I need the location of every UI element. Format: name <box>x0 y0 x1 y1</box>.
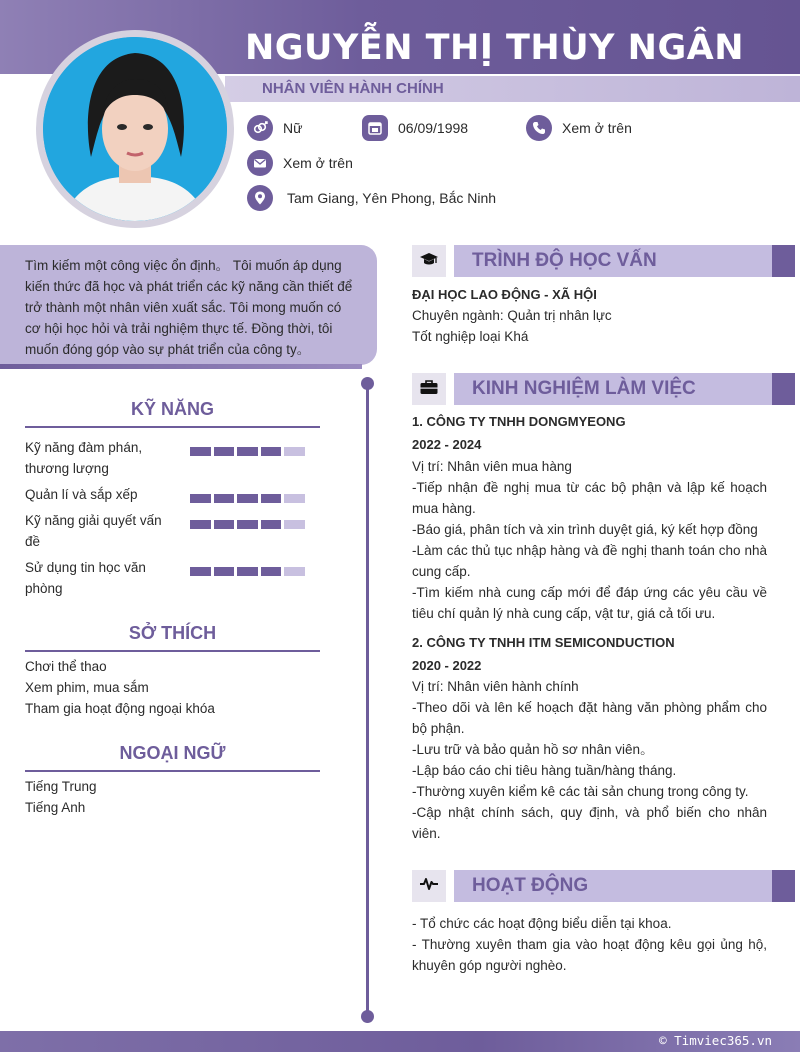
job-company: 2. CÔNG TY TNHH ITM SEMICONDUCTION <box>412 635 675 650</box>
experience-section-header <box>412 373 795 405</box>
portrait-photo <box>43 37 227 221</box>
school-name: ĐẠI HỌC LAO ĐỘNG - XÃ HỘI <box>412 287 597 302</box>
skill-level-segment <box>261 520 282 529</box>
mail-icon <box>247 150 273 176</box>
skill-level-segment <box>237 447 258 456</box>
skill-name: Sử dụng tin học văn phòng <box>25 560 146 596</box>
skill-level-bar <box>190 520 305 529</box>
job-duty: -Theo dõi và lên kế hoạch đặt hàng văn phòng phẩm cho bộ phận. <box>412 700 767 736</box>
hobby-item: Xem phim, mua sắm <box>25 680 149 695</box>
heartbeat-icon <box>419 876 439 897</box>
job-company: 1. CÔNG TY TNHH DONGMYEONG <box>412 414 626 429</box>
skill-level-segment <box>237 494 258 503</box>
hobbies-heading: SỞ THÍCH <box>25 623 320 652</box>
experience-heading: KINH NGHIỆM LÀM VIỆC <box>454 373 772 405</box>
skill-level-bar <box>190 567 305 576</box>
timeline-dot-top <box>361 377 374 390</box>
skill-level-segment <box>237 520 258 529</box>
skill-level-segment <box>261 567 282 576</box>
skill-level-segment <box>214 520 235 529</box>
objective-text: Tìm kiếm một công việc ổn định。 Tôi muốn áp dụng kiến thức đã học và phát triển các kỹ năng cần thiết để trở thành một nhân viên xuất sắc. Tôi mong muốn có cơ hội học hỏi và trải nghiệm thực tế. Đồng thời, tôi muốn đóng góp vào sự phát triển của công ty。 <box>25 258 353 357</box>
objective-underline <box>0 364 362 369</box>
activity-item: - Thường xuyên tham gia vào hoạt động kêu gọi ủng hộ, khuyên góp người nghèo. <box>412 937 767 973</box>
skill-level-segment <box>284 494 305 503</box>
phone-icon <box>526 115 552 141</box>
skill-level-segment <box>284 567 305 576</box>
job-period: 2020 - 2022 <box>412 658 482 673</box>
skill-level-segment <box>190 447 211 456</box>
skill-level-segment <box>261 494 282 503</box>
skill-level-segment <box>237 567 258 576</box>
language-item: Tiếng Anh <box>25 800 86 815</box>
birthday-info <box>362 115 468 141</box>
activities-heading: HOẠT ĐỘNG <box>454 870 772 902</box>
address-info <box>247 185 496 211</box>
skill-name: Kỹ năng đàm phán, thương lượng <box>25 440 143 476</box>
skill-level-segment <box>284 520 305 529</box>
languages-heading: NGOẠI NGỮ <box>25 743 320 772</box>
gender-icon <box>247 115 273 141</box>
skill-level-bar <box>190 447 305 456</box>
activity-item: - Tổ chức các hoạt động biểu diễn tại khoa. <box>412 916 672 931</box>
hobby-item: Chơi thể thao <box>25 659 107 674</box>
job-duty: -Tìm kiếm nhà cung cấp mới để đáp ứng các yêu cầu về tiêu chí quản lý nhà cung cấp, vật tư, giá cả tối ưu. <box>412 585 767 621</box>
education-major: Chuyên ngành: Quản trị nhân lực <box>412 308 612 323</box>
skill-level-segment <box>261 447 282 456</box>
education-heading: TRÌNH ĐỘ HỌC VẤN <box>454 245 772 277</box>
job-title: NHÂN VIÊN HÀNH CHÍNH <box>262 80 444 97</box>
skills-heading: KỸ NĂNG <box>25 399 320 428</box>
job-duty: -Làm các thủ tục nhập hàng và đề nghị thanh toán cho nhà cung cấp. <box>412 543 767 579</box>
skill-level-segment <box>284 447 305 456</box>
email-value: Xem ở trên <box>283 155 353 171</box>
job-position: Vị trí: Nhân viên hành chính <box>412 679 579 694</box>
gender-value: Nữ <box>283 120 303 136</box>
skill-level-bar <box>190 494 305 503</box>
job-duty: -Báo giá, phân tích và xin trình duyệt giá, ký kết hợp đồng <box>412 522 758 537</box>
skill-level-segment <box>190 567 211 576</box>
avatar <box>43 37 227 221</box>
birthday-value: 06/09/1998 <box>398 120 469 136</box>
timeline-line <box>366 383 369 1017</box>
job-duty: -Lập báo cáo chi tiêu hàng tuần/hàng tháng. <box>412 763 677 778</box>
skill-level-segment <box>214 567 235 576</box>
job-duty: -Thường xuyên kiểm kê các tài sản chung trong công ty. <box>412 784 749 799</box>
skill-level-segment <box>214 494 235 503</box>
skill-level-segment <box>190 494 211 503</box>
candidate-name: NGUYỄN THỊ THÙY NGÂN <box>245 28 745 68</box>
job-duty: -Lưu trữ và bảo quản hồ sơ nhân viên。 <box>412 742 654 757</box>
graduation-cap-icon <box>419 251 439 272</box>
skill-level-segment <box>190 520 211 529</box>
skill-level-segment <box>214 447 235 456</box>
phone-info <box>526 115 632 141</box>
location-pin-icon <box>247 185 273 211</box>
language-item: Tiếng Trung <box>25 779 97 794</box>
job-duty: -Cập nhật chính sách, quy định, và phổ biến cho nhân viên. <box>412 805 767 841</box>
job-period: 2022 - 2024 <box>412 437 482 452</box>
education-grade: Tốt nghiệp loại Khá <box>412 329 529 344</box>
gender-info <box>247 115 302 141</box>
briefcase-icon <box>419 379 439 400</box>
timeline-dot-bottom <box>361 1010 374 1023</box>
footer-credit: © Timviec365.vn <box>659 1033 772 1048</box>
hobby-item: Tham gia hoạt động ngoại khóa <box>25 701 215 716</box>
education-section-header <box>412 245 795 277</box>
job-position: Vị trí: Nhân viên mua hàng <box>412 459 572 474</box>
calendar-icon <box>362 115 388 141</box>
activities-section-header <box>412 870 795 902</box>
phone-value: Xem ở trên <box>562 120 632 136</box>
job-duty: -Tiếp nhận đề nghị mua từ các bộ phận và lập kế hoạch mua hàng. <box>412 480 767 516</box>
skill-name: Quản lí và sắp xếp <box>25 487 138 502</box>
email-info <box>247 150 353 176</box>
address-value: Tam Giang, Yên Phong, Bắc Ninh <box>287 190 497 206</box>
skill-name: Kỹ năng giải quyết vấn đề <box>25 513 162 549</box>
